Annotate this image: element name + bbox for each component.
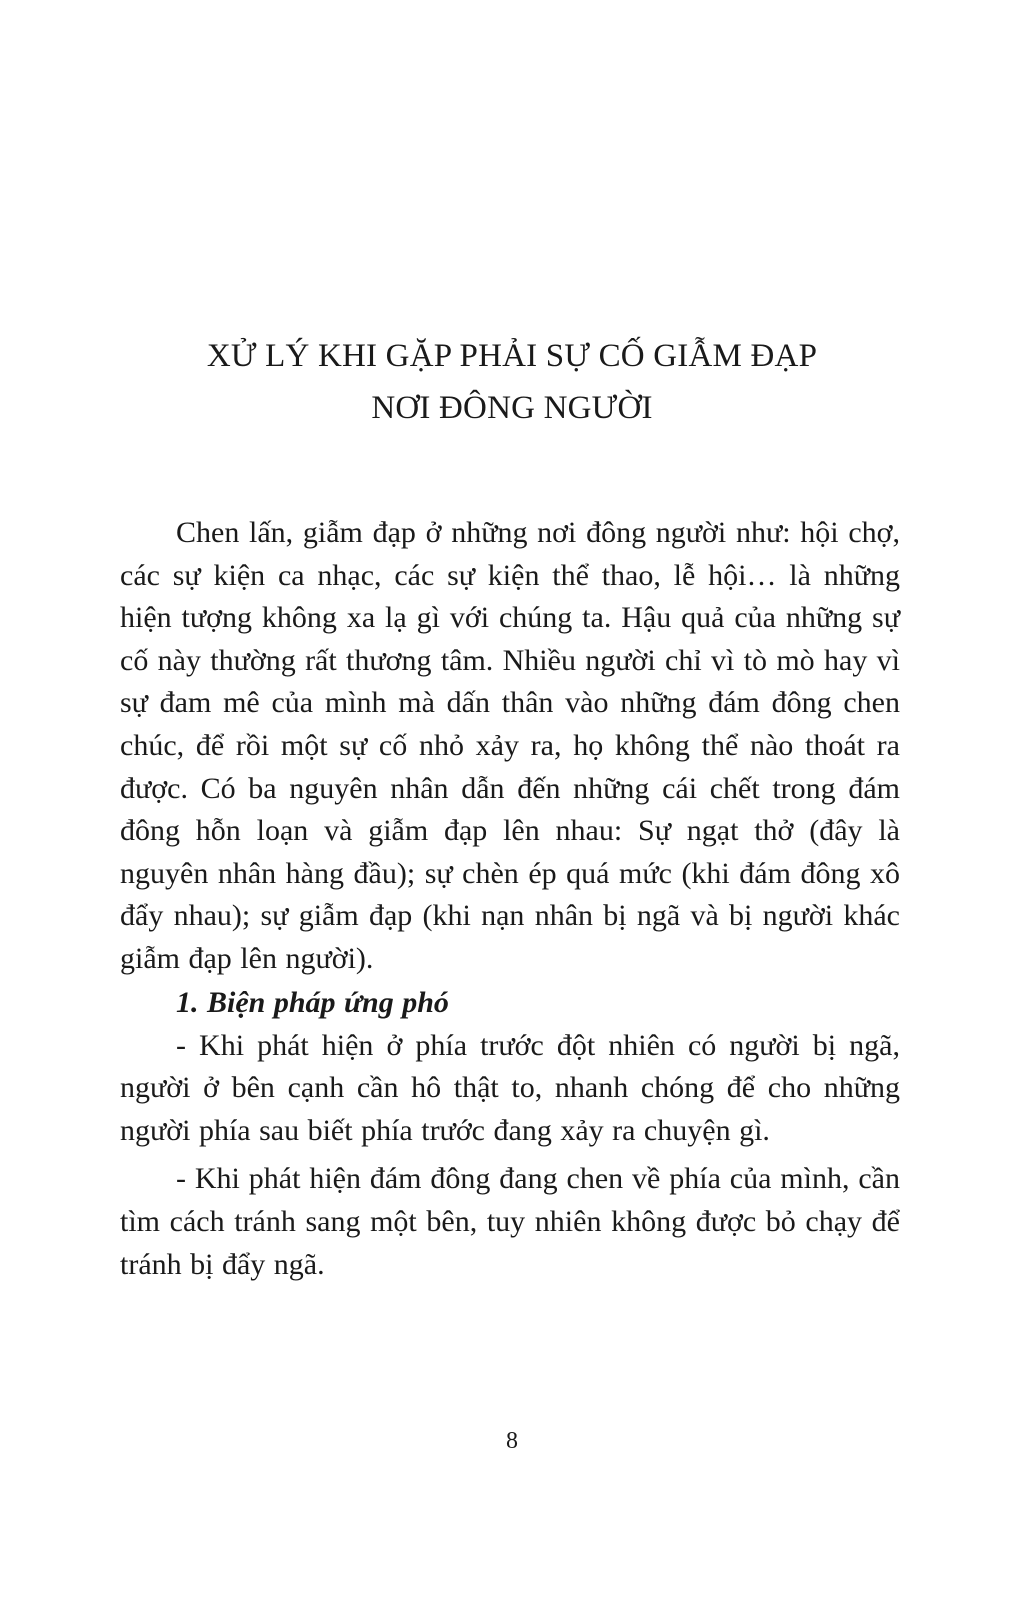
page-number: 8 <box>506 1428 518 1454</box>
chapter-title <box>0 330 1024 434</box>
section-heading: 1. Biện pháp ứng phó <box>176 985 449 1019</box>
section-paragraph-1: - Khi phát hiện ở phía trước đột nhiên có người bị ngã, người ở bên cạnh cần hô thật to, nhanh chóng để cho những người phía sau biết phía trước đang xảy ra chuyện gì. <box>120 1028 900 1147</box>
chapter-title-line-2: NƠI ĐÔNG NGƯỜI <box>371 390 653 426</box>
chapter-title-line-1: XỬ LÝ KHI GẶP PHẢI SỰ CỐ GIẪM ĐẠP <box>206 338 818 374</box>
body-text <box>120 512 900 1286</box>
intro-paragraph: Chen lấn, giẫm đạp ở những nơi đông người như: hội chợ, các sự kiện ca nhạc, các sự kiện thể thao, lễ hội… là những hiện tượng không xa lạ gì với chúng ta. Hậu quả của những sự cố này thường rất thương tâm. Nhiều người chỉ vì tò mò hay vì sự đam mê của mình mà dấn thân vào những đám đông chen chúc, để rồi một sự cố nhỏ xảy ra, họ không thể nào thoát ra được. Có ba nguyên nhân dẫn đến những cái chết trong đám đông hỗn loạn và giẫm đạp lên nhau: Sự ngạt thở (đây là nguyên nhân hàng đầu); sự chèn ép quá mức (khi đám đông xô đẩy nhau); sự giẫm đạp (khi nạn nhân bị ngã và bị người khác giẫm đạp lên người). <box>120 516 900 975</box>
section-paragraph-2: - Khi phát hiện đám đông đang chen về phía của mình, cần tìm cách tránh sang một bên, tuy nhiên không được bỏ chạy để tránh bị đẩy ngã. <box>120 1162 900 1281</box>
